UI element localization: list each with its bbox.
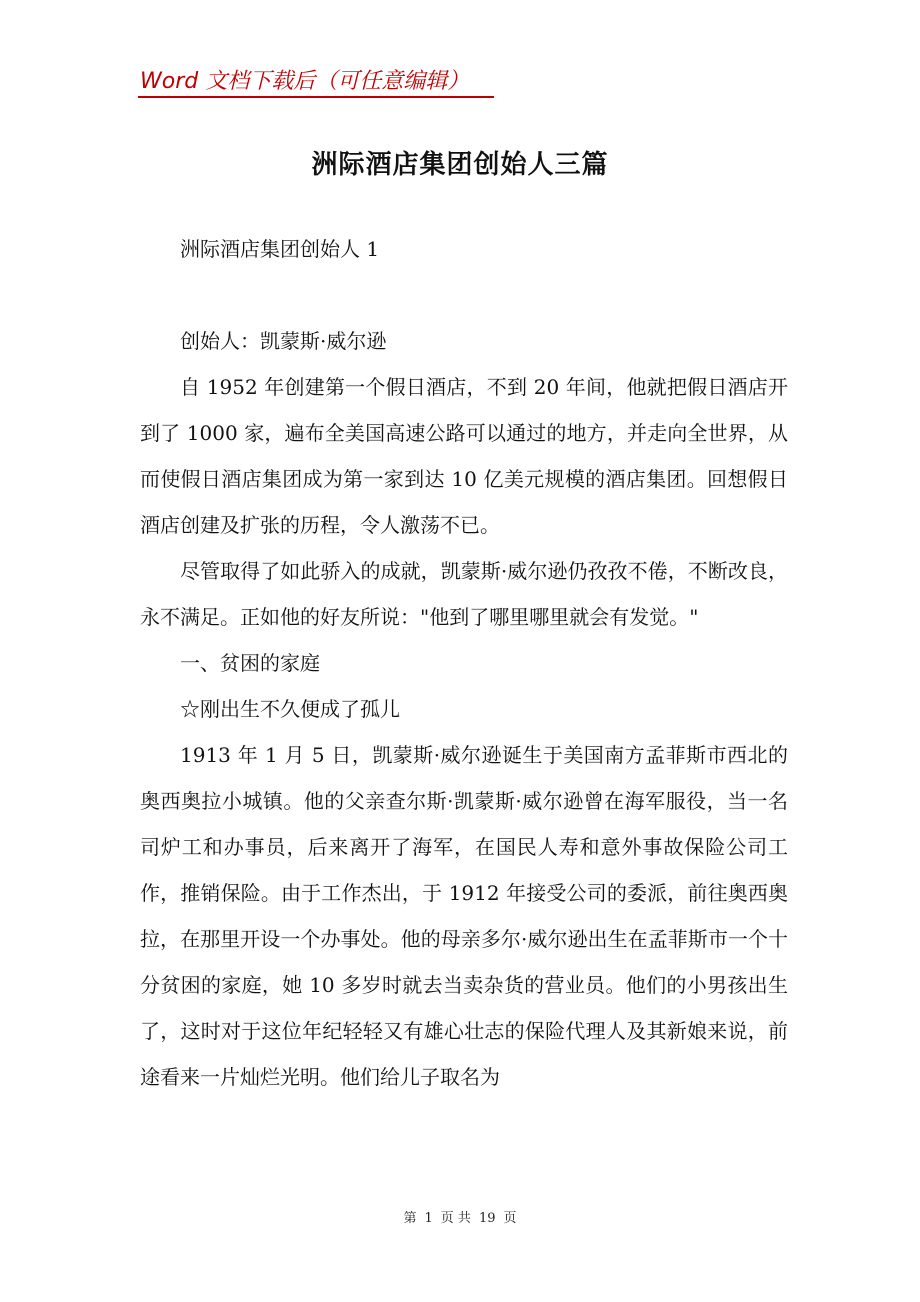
sub-heading: ☆刚出生不久便成了孤儿 xyxy=(180,697,400,721)
download-banner-text: Word 文档下载后（可任意编辑） xyxy=(140,69,470,94)
body-paragraph: 尽管取得了如此骄入的成就，凯蒙斯·威尔逊仍孜孜不倦，不断改良，永不满足。正如他的好友所说："他到了哪里哪里就会有发觉。" xyxy=(140,559,788,629)
document-body xyxy=(140,226,788,1100)
footer-label-of: 页 共 xyxy=(440,1211,471,1226)
download-banner xyxy=(138,62,494,98)
document-title: 洲际酒店集团创始人三篇 xyxy=(311,150,609,180)
footer-label-end: 页 xyxy=(503,1211,517,1226)
section-heading: 洲际酒店集团创始人 1 xyxy=(180,237,380,261)
current-page-number: 1 xyxy=(424,1211,433,1226)
founder-line: 创始人：凯蒙斯·威尔逊 xyxy=(180,329,387,353)
page-footer xyxy=(0,1207,920,1226)
body-paragraph: 自 1952 年创建第一个假日酒店，不到 20 年间，他就把假日酒店开到了 1000 家，遍布全美国高速公路可以通过的地方，并走向全世界，从而使假日酒店集团成为第一家到达 10 亿美元规模的酒店集团。回想假日酒店创建及扩张的历程，令人激荡不已。 xyxy=(140,375,788,537)
footer-label-page: 第 xyxy=(403,1211,417,1226)
total-pages-number: 19 xyxy=(478,1211,496,1226)
body-paragraph: 1913 年 1 月 5 日，凯蒙斯·威尔逊诞生于美国南方孟菲斯市西北的奥西奥拉小城镇。他的父亲查尔斯·凯蒙斯·威尔逊曾在海军服役，当一名司炉工和办事员，后来离开了海军，在国民人寿和意外事故保险公司工作，推销保险。由于工作杰出，于 1912 年接受公司的委派，前往奥西奥拉，在那里开设一个办事处。他的母亲多尔·威尔逊出生在孟菲斯市一个十分贫困的家庭，她 10 多岁时就去当卖杂货的营业员。他们的小男孩出生了，这时对于这位年纪轻轻又有雄心壮志的保险代理人及其新娘来说，前途看来一片灿烂光明。他们给儿子取名为 xyxy=(140,743,788,1089)
chapter-heading: 一、贫困的家庭 xyxy=(180,651,320,675)
